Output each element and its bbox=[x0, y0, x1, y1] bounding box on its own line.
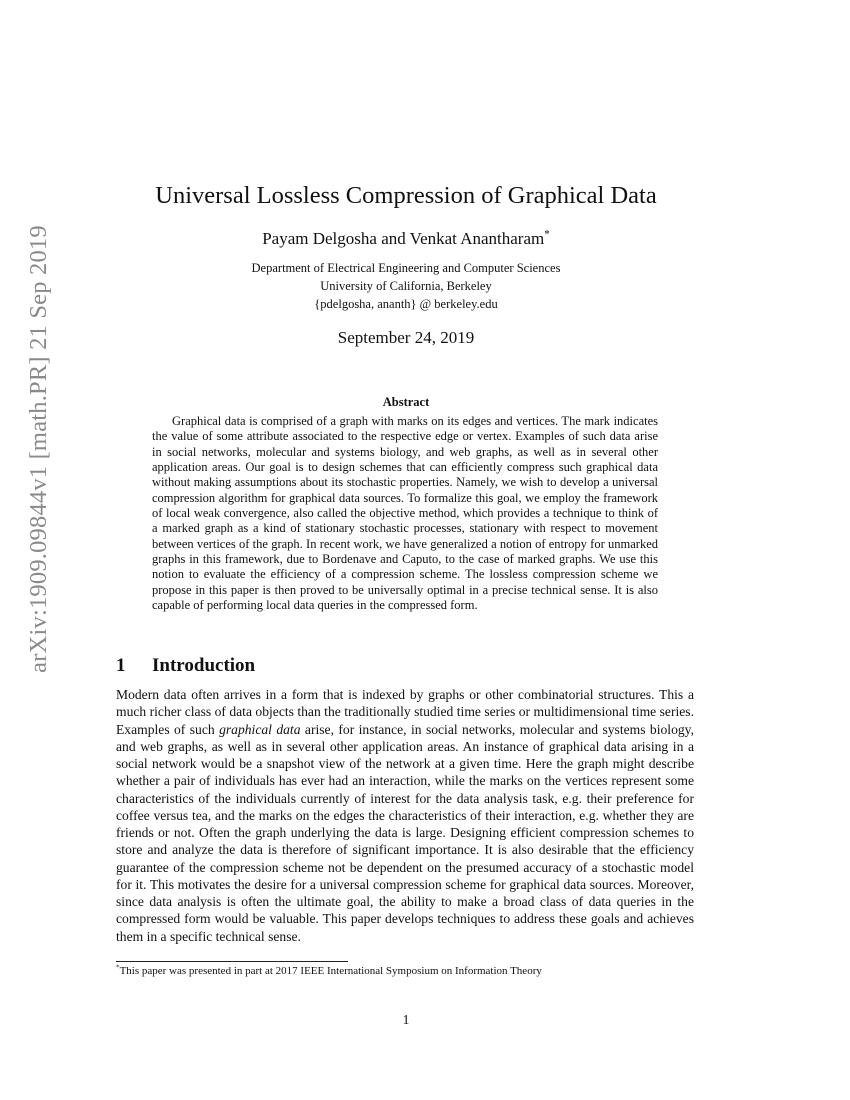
abstract-text: Graphical data is comprised of a graph with marks on its edges and vertices. The mark indicates the value of some attribute associated to the respective edge or vertex. Examples of such data arise in social networks, molecular and systems biology, and web graphs, as well as in several other application areas. Our goal is to design schemes that can efficiently compress such graphical data without making assumptions about its stochastic properties. Namely, we wish to develop a universal compression algorithm for graphical data sources. To formalize this goal, we employ the framework of local weak convergence, also called the objective method, which provides a technique to think of a marked graph as a kind of stationary stochastic processes, stationary with respect to movement between vertices of the graph. In recent work, we have generalized a notion of entropy for unmarked graphs in this framework, due to Bordenave and Caputo, to the case of marked graphs. We use this notion to evaluate the efficiency of a compression scheme. The lossless compression scheme we propose in this paper is then proved to be universally optimal in a precise technical sense. It is also capable of performing local data queries in the compressed form. bbox=[152, 414, 658, 613]
abstract-heading: Abstract bbox=[382, 395, 430, 409]
arxiv-stamp bbox=[18, 225, 60, 673]
intro-emphasis: graphical data bbox=[219, 721, 301, 737]
section-number: 1 bbox=[116, 655, 126, 676]
email: {pdelgosha, ananth} @ berkeley.edu bbox=[314, 297, 498, 311]
section-title: Introduction bbox=[152, 655, 256, 676]
university: University of California, Berkeley bbox=[320, 279, 492, 293]
footnote-divider bbox=[116, 961, 348, 962]
arxiv-id: arXiv:1909.09844v1 [math.PR] 21 Sep 2019 bbox=[25, 225, 52, 673]
section-heading bbox=[116, 654, 255, 678]
intro-text-part-2: arise, for instance, in social networks, molecular and systems biology, and web graphs, as well as in several other application areas. An instance of graphical data arising in a social network would be a snapshot view of the network at a given time. Here the graph might describe whether a pair of individuals has ever had an interaction, while the marks on the vertices represent some characteristics of the individuals currently of interest for the data analysis task, e.g. their preference for coffee versus tea, and the marks on the edges the characteristics of their interaction, e.g. whether they are friends or not. Often the graph underlying the data is large. Designing efficient compression schemes to store and analyze the data is therefore of significant importance. It is also desirable that the efficiency guarantee of the compression scheme not be dependent on the presumed accuracy of a stochastic model for it. This motivates the desire for a universal compression scheme for graphical data sources. Moreover, since data analysis is often the ultimate goal, the ability to make a broad class of data queries in the compressed form would be valuable. This paper develops techniques to address these goals and achieves them in a specific technical sense. bbox=[116, 721, 694, 944]
author-footnote-mark: * bbox=[544, 228, 550, 241]
page-number: 1 bbox=[402, 1012, 410, 1027]
footnote-text: This paper was presented in part at 2017 IEEE International Symposium on Information Theory bbox=[119, 965, 542, 977]
author-names: Payam Delgosha and Venkat Anantharam bbox=[262, 229, 545, 248]
department: Department of Electrical Engineering and Computer Sciences bbox=[251, 261, 561, 275]
authors bbox=[116, 228, 696, 250]
intro-paragraph bbox=[116, 686, 694, 945]
footnote bbox=[116, 964, 542, 978]
intro-text-part-1: Modern data often arrives in a form that is indexed by graphs or other combinatorial structures. This a much richer class of data objects than the traditionally studied time series or multidimensional time series. Examples of such bbox=[116, 687, 694, 737]
paper-title: Universal Lossless Compression of Graphical Data bbox=[155, 182, 657, 209]
affiliation bbox=[116, 259, 696, 313]
paper-date: September 24, 2019 bbox=[337, 328, 475, 347]
footnote-mark: * bbox=[116, 963, 120, 972]
